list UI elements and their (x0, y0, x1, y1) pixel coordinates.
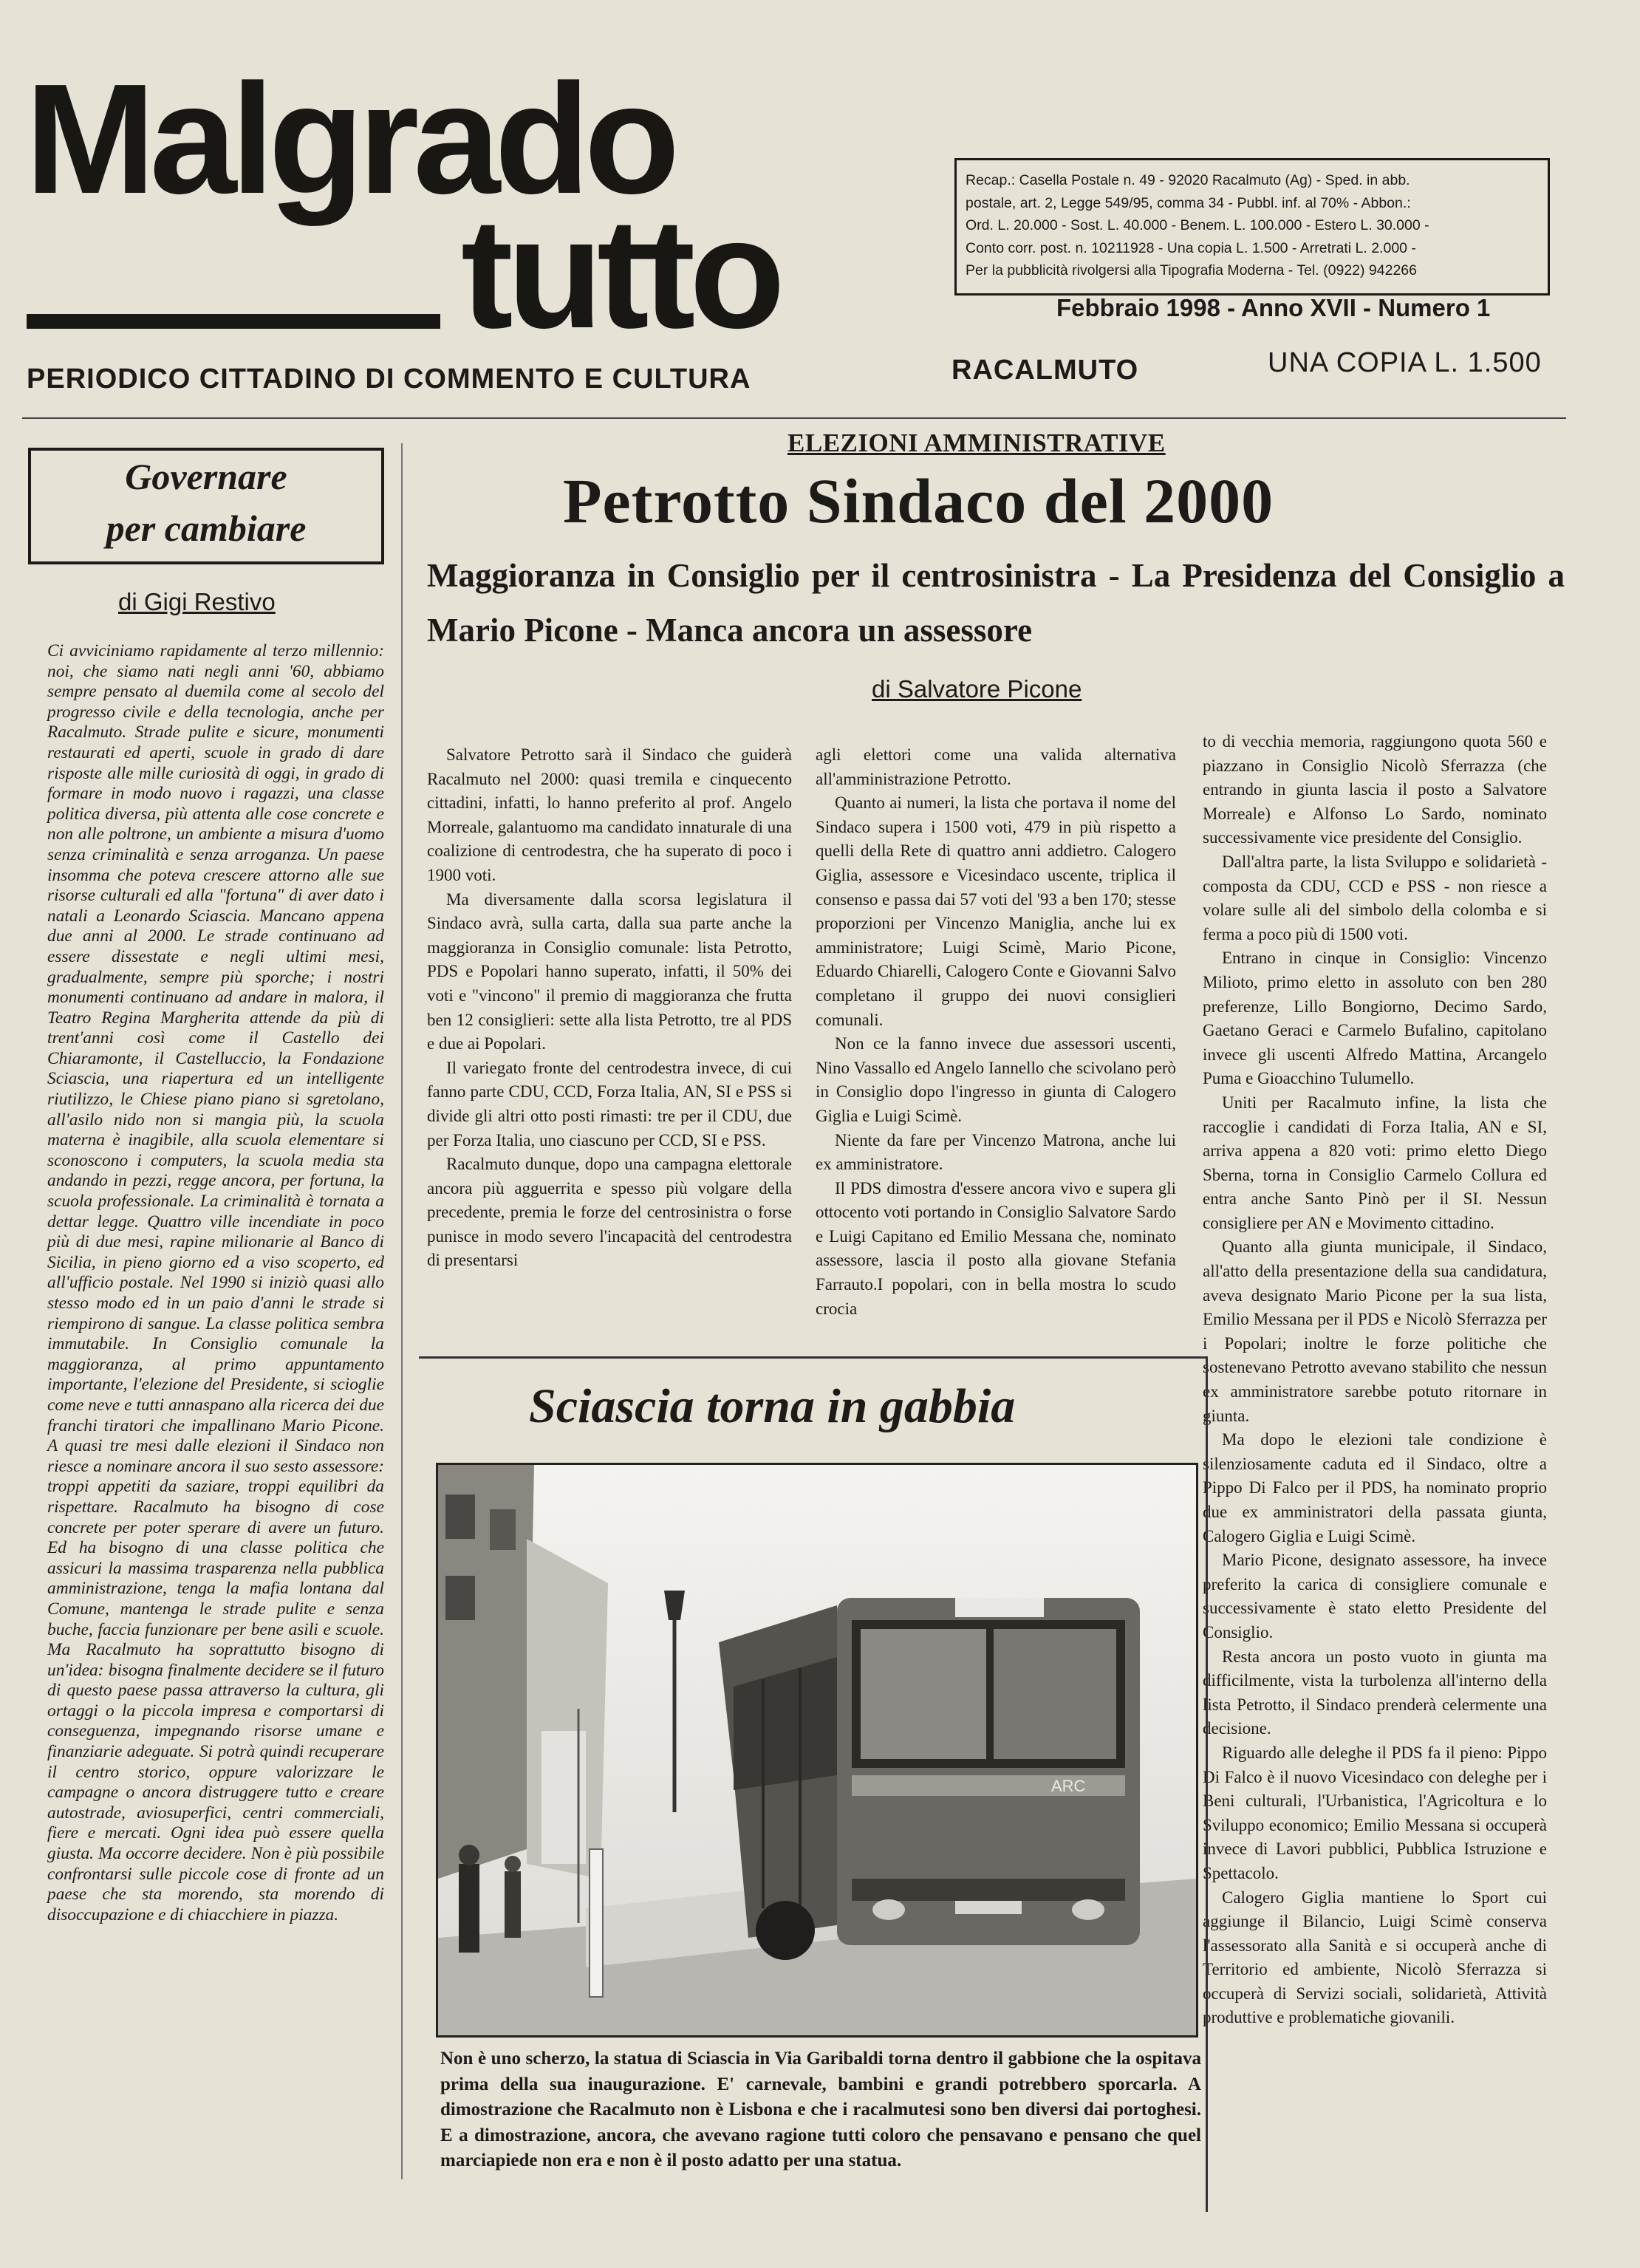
article-paragraph: Entrano in cinque in Consiglio: Vincenzo Milioto, primo eletto in assoluto con ben 280 preferenze, Lillo Bongiorno, Decimo Sardo, Gaetano Geraci e Carmelo Bufalino, capitolano invece gli uscenti Alfredo Mattina, Arcangelo Puma e Gioacchino Tulumello. (1203, 949, 1547, 1088)
article-paragraph: Calogero Giglia mantiene lo Sport cui aggiunge il Bilancio, Luigi Scimè conserva l'assessorato alla Sanità e si occuperà anche di Territorio ed ambiente, Nicolò Sferrazza si occuperà di Servizi sociali, solidarietà, Attività produttive e problematiche giovanili. (1203, 1888, 1547, 2027)
article-paragraph: Riguardo alle deleghe il PDS fa il pieno: Pippo Di Falco è il nuovo Vicesindaco con deleghe per i Beni culturali, l'Urbanistica, l'Agricoltura e lo Sviluppo economico; Emilio Messana si occuperà invece di Lavori pubblici, Pubblica Istruzione e Spettacolo. (1203, 1743, 1547, 1882)
article-paragraph: Salvatore Petrotto sarà il Sindaco che guiderà Racalmuto nel 2000: quasi tremila e cinquecento cittadini, infatti, lo hanno preferito al prof. Angelo Morreale, galantuomo ma candidato innaturale di una coalizione di centrodestra, che ha superato di poco i 1900 voti. (427, 745, 792, 884)
editorial-author: di Gigi Restivo (118, 588, 276, 615)
article-paragraph: Mario Picone, designato assessore, ha invece preferito la carica di consigliere comunale e successivamente è stato eletto Presidente del Consiglio. (1203, 1551, 1547, 1642)
column-divider (401, 443, 403, 2179)
article-paragraph: Niente da fare per Vincenzo Matrona, anche lui ex amministratore. (816, 1130, 1176, 1174)
article-headline: Petrotto Sindaco del 2000 (563, 465, 1274, 536)
info-line: Conto corr. post. n. 10211928 - Una copia L. 1.500 - Arretrati L. 2.000 - (966, 239, 1416, 256)
masthead-subtitle: PERIODICO CITTADINO DI COMMENTO E CULTURA (27, 363, 751, 394)
copy-price: UNA COPIA L. 1.500 (1268, 347, 1542, 378)
editorial-body: Ci avviciniamo rapidamente al terzo millennio: noi, che siamo nati negli anni '60, abbiamo sempre pensato al duemila come al secolo del progresso civile e della tecnologia, anche per Racalmuto. Strade pulite e sicure, monumenti restaurati ed aperti, scuole in grado di dare risposte alle mille curiosità di oggi, in grado di formare in modo nuovo i ragazzi, una classe politica diversa, più attenta alle cose concrete e non alle poltrone, un ambiente a misura d'uomo senza criminalità e senza arroganza. Un paese insomma che poteva crescere attorno alle sue risorse culturali ed alla "fortuna" di aver dato i natali a Leonardo Sciascia. Mancano appena due anni al 2000. Le strade continuano ad essere dissestate e negli ultimi mesi, gradualmente, sempre più sporche; i nostri monumenti continuano ad andare in malora, il Teatro Regina Margherita attende da più di trent'anni così come il Castello dei Chiaramonte, il Castelluccio, la Fondazione Sciascia, una riapertura ed un intelligente riutilizzo, le Chiese piano piano si sgretolano, all'asilo nido non si mangia più, la scuola materna è inagibile, alla scuola elementare si sconoscono i computers, la scuola media sta andando in pezzi, regge ancora, per fortuna, la scuola professionale. La criminalità è tornata a dettar legge. Quattro ville incendiate in poco più di due mesi, rapine milionarie al Banco di Sicilia, in pieno giorno ed a viso scoperto, ed all'ufficio postale. Nel 1990 si iniziò quasi allo stesso modo ed in un paio d'anni le strade si riempirono di sangue. La classe politica sembra immutabile. In Consiglio comunale la maggioranza, al primo appuntamento importante, l'elezione del Presidente, si scioglie come neve e tutti annaspano alla ricerca dei due franchi tiratori che impallinano Mario Picone. A quasi tre mesi dalle elezioni il Sindaco non riesce a nominare ancora il suo sesto assessore: troppi appetiti da saziare, troppi equilibri da rispettare. Racalmuto ha bisogno di cose concrete per poter sperare di avere un futuro. Ed ha bisogno di una classe politica che assicuri la massima trasparenza nella pubblica amministrazione, tenga la mafia lontana dal Comune, mantenga le strade pulite e senza buche, faccia funzionare per bene asili e scuole. Ma Racalmuto ha soprattutto bisogno di un'idea: bisogna finalmente decidere se il futuro di questo paese passa attraverso la cultura, gli ortaggi o la piccola impresa e comportarsi di conseguenza, impegnando risorse umane e finanziarie adeguate. Si potrà quindi recuperare il centro storico, oppure valorizzare le campagne o ancora distruggere tutto e creare autostrade, aviosuperfici, centri commerciali, fiere e mercati. Ogni idea può essere quella giusta. Ma occorre decidere. Non è più possibile confrontarsi sulle piccole cose di fronte ad un paese che sta morendo, sta morendo di disoccupazione e di chiacchiere in piazza. (47, 641, 384, 1924)
editorial-title-line2: per cambiare (106, 508, 307, 549)
article-kicker: ELEZIONI AMMINISTRATIVE (787, 428, 1166, 457)
article-paragraph: Resta ancora un posto vuoto in giunta ma difficilmente, vista la turbolenza all'interno della lista Petrotto, il Sindaco prenderà celermente una decisione. (1203, 1647, 1547, 1738)
article-paragraph: Non ce la fanno invece due assessori uscenti, Nino Vassallo ed Angelo Iannello che scivolano però in Consiglio dopo l'ingresso in giunta di Calogero Giglia e Luigi Scimè. (816, 1034, 1176, 1125)
article-paragraph: to di vecchia memoria, raggiungono quota 560 e piazzano in Consiglio Nicolò Sferrazza (che entrando in giunta lascia il posto a Salvatore Morreale) e Alfonso Lo Sardo, nominato successivamente vice presidente del Consiglio. (1203, 732, 1547, 847)
masthead-bar (27, 314, 440, 329)
issue-date: Febbraio 1998 - Anno XVII - Numero 1 (1056, 294, 1491, 321)
photo-caption: Non è uno scherzo, la statua di Sciascia in Via Garibaldi torna dentro il gabbione che la ospitava prima della sua inaugurazione. E' carnevale, bambini e grandi potrebbero sporcarla. A dimostrazione che Racalmuto non è Lisbona e che i racalmutesi sono ben diversi dai portoghesi. E a dimostrazione, ancora, che avevano ragione tutti coloro che pensavano e pensano che quel marciapiede non era e non è il posto adatto per una statua. (440, 2049, 1201, 2170)
article-paragraph: Quanto alla giunta municipale, il Sindaco, all'atto della presentazione della sua candidatura, aveva designato Mario Picone per la sua lista, Emilio Messana per il PDS e Nicolò Sferrazza per i Popolari; inoltre le forze politiche che sostenevano Petrotto avevano stabilito che nessun ex amministratore sarebbe potuto ritornare in giunta. (1203, 1237, 1547, 1425)
article-byline: di Salvatore Picone (872, 675, 1082, 703)
bus-photo (436, 1463, 1198, 2038)
article-paragraph: Ma dopo le elezioni tale condizione è silenziosamente caduta ed il Sindaco, oltre a Pippo Di Falco per il PDS, ha nominato proprio due ex amministratori della passata giunta, Calogero Giglia e Luigi Scimè. (1203, 1430, 1547, 1545)
masthead-divider (22, 417, 1566, 419)
bus-destination-sign: ARC (1051, 1777, 1086, 1795)
info-line: postale, art. 2, Legge 549/95, comma 34 - Pubbl. inf. al 70% - Abbon.: (966, 194, 1411, 211)
bus-photo-illustration (438, 1465, 1196, 2035)
info-line: Ord. L. 20.000 - Sost. L. 40.000 - Benem. L. 100.000 - Estero L. 30.000 - (966, 217, 1429, 233)
article-column-3 (1203, 730, 1547, 2215)
article-paragraph: Racalmuto dunque, dopo una campagna elettorale ancora più agguerrita e spesso più volgare della precedente, premia le forze del centrosinistra o forse punisce in modo severo l'incapacità del centrodestra di presentarsi (427, 1155, 792, 1270)
article-column-1 (427, 743, 792, 1346)
masthead-title-line2: tutto (461, 185, 779, 361)
masthead-title-line1: Malgrado (25, 51, 674, 226)
article-deck: Maggioranza in Consiglio per il centrosinistra - La Presidenza del Consiglio a Mario Picone - Manca ancora un assessore (427, 557, 1565, 649)
editorial-title-box (28, 448, 384, 564)
article-paragraph: Quanto ai numeri, la lista che portava il nome del Sindaco supera i 1500 voti, 479 in più rispetto a quelli della Rete di quattro anni addietro. Calogero Giglia, assessore e Vicesindaco uscente, triplica il consenso e passa dai 57 voti del '93 a ben 170; stesse proporzioni per Vincenzo Maniglia, anche lui ex amministratore; Luigi Scimè, Mario Picone, Eduardo Chiarelli, Calogero Conte e Giovanni Salvo completano il gruppo dei nuovi consiglieri comunali. (816, 793, 1176, 1029)
article-paragraph: Dall'altra parte, la lista Sviluppo e solidarietà - composta da CDU, CCD e PSS - non riesce a volare sulle ali del simbolo della colomba e si ferma a poco più di 1500 voti. (1203, 852, 1547, 943)
article-paragraph: Ma diversamente dalla scorsa legislatura il Sindaco avrà, sulla carta, dalla sua parte anche la maggioranza in Consiglio comunale: lista Petrotto, PDS e Popolari hanno superato, infatti, il 50% dei voti e "vincono" il premio di maggioranza che frutta ben 12 consiglieri: sette alla lista Petrotto, tre al PDS e due ai Popolari. (427, 889, 792, 1053)
town-name: RACALMUTO (951, 355, 1139, 386)
publication-info-box (954, 158, 1550, 296)
article-paragraph: agli elettori come una valida alternativa all'amministrazione Petrotto. (816, 745, 1176, 788)
editorial-title-line1: Governare (125, 456, 287, 497)
article-paragraph: Il PDS dimostra d'essere ancora vivo e supera gli ottocento voti portando in Consiglio Salvatore Sardo e Luigi Capitano ed Emilio Messana che, nominato assessore, lascia il posto alla giovane Stefania Farrauto.I popolari, con in bella mostra lo scudo crocia (816, 1178, 1176, 1318)
article-paragraph: Il variegato fronte del centrodestra invece, di cui fanno parte CDU, CCD, Forza Italia, AN, SI e PSS si divide gli altri otto posti rimasti: tre per il CDU, due per Forza Italia, uno ciascuno per CCD, SI e PSS. (427, 1058, 792, 1150)
article-column-2 (816, 743, 1176, 1346)
box-story-title: Sciascia torna in gabbia (529, 1379, 1016, 1433)
info-line: Per la pubblicità rivolgersi alla Tipografia Moderna - Tel. (0922) 942266 (966, 262, 1417, 279)
info-line: Recap.: Casella Postale n. 49 - 92020 Racalmuto (Ag) - Sped. in abb. (966, 172, 1410, 188)
article-paragraph: Uniti per Racalmuto infine, la lista che raccoglie i candidati di Forza Italia, AN e SI, arriva appena a 820 voti: primo eletto Diego Sberna, torna in Consiglio Carmelo Collura ed entra anche Santo Pinò per il SI. Nessun consigliere per AN e Movimento cittadino. (1203, 1093, 1547, 1232)
